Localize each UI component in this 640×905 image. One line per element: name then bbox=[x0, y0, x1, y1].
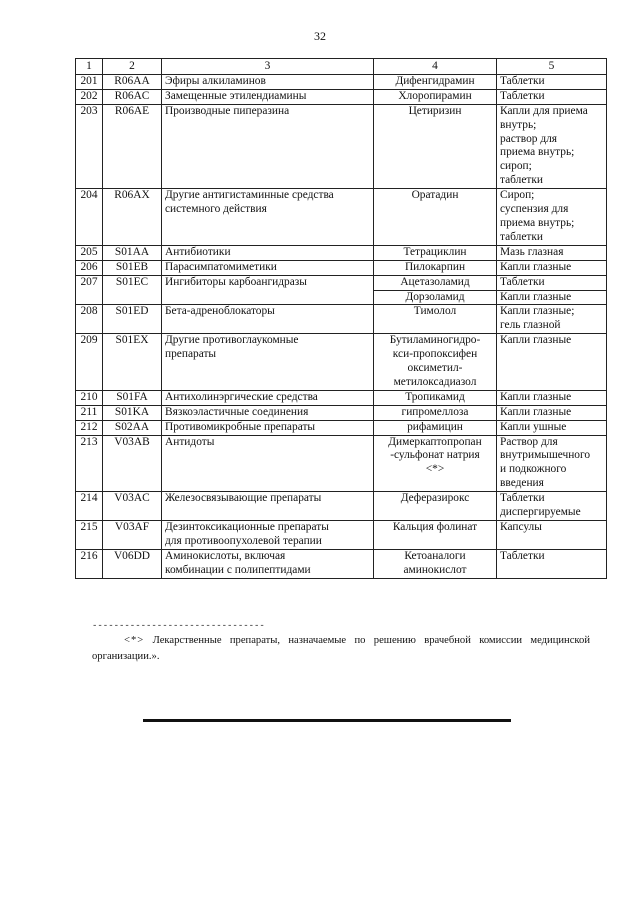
dosage-form-cell bbox=[497, 405, 607, 420]
row-number-cell: 203 bbox=[76, 104, 103, 188]
row-number-cell: 212 bbox=[76, 420, 103, 435]
row-number-cell: 205 bbox=[76, 245, 103, 260]
drug-name-cell-line: рифамицин bbox=[407, 420, 463, 433]
dosage-form-cell-line: и подкожного bbox=[500, 463, 567, 476]
subgroup-cell bbox=[162, 275, 374, 305]
dosage-form-cell-line: Сироп; bbox=[500, 189, 535, 202]
footnote-text: Лекарственные препараты, назначаемые по решению врачебной комиссии медицинской организации.». bbox=[92, 635, 590, 663]
table-row bbox=[76, 104, 607, 188]
end-of-document-rule bbox=[143, 719, 511, 722]
dosage-form-cell-line: Таблетки bbox=[500, 275, 545, 288]
drug-name-cell bbox=[374, 435, 497, 492]
subgroup-cell bbox=[162, 104, 374, 188]
atc-code-cell: S01ED bbox=[103, 305, 162, 334]
subgroup-cell bbox=[162, 390, 374, 405]
row-number-cell: 216 bbox=[76, 549, 103, 578]
drug-name-cell bbox=[374, 290, 497, 305]
atc-code-cell: V03AC bbox=[103, 492, 162, 521]
subgroup-cell bbox=[162, 549, 374, 578]
subgroup-cell-line: препараты bbox=[165, 348, 217, 361]
subgroup-cell-line: Антибиотики bbox=[165, 245, 231, 258]
drug-name-cell-line: метилоксадиазол bbox=[393, 375, 477, 388]
drug-name-cell-line: Дифенгидрамин bbox=[395, 74, 475, 87]
dosage-form-cell-line: Капсулы bbox=[500, 521, 542, 533]
row-number-cell: 207 bbox=[76, 275, 103, 305]
dosage-form-cell-line: Капли глазные bbox=[500, 334, 572, 347]
dosage-form-cell-line: Капли ушные bbox=[500, 420, 567, 433]
row-number-cell: 214 bbox=[76, 492, 103, 521]
dosage-form-cell-line: Таблетки bbox=[500, 549, 545, 562]
atc-code-cell: V03AF bbox=[103, 521, 162, 550]
dosage-form-cell bbox=[497, 189, 607, 246]
drug-name-cell-line: <*> bbox=[425, 463, 445, 476]
subgroup-cell bbox=[162, 245, 374, 260]
atc-code-cell: S01EC bbox=[103, 275, 162, 305]
page-number: 32 bbox=[314, 29, 326, 43]
medication-table bbox=[75, 58, 607, 579]
dosage-form-cell bbox=[497, 420, 607, 435]
table-row bbox=[76, 390, 607, 405]
drug-name-cell-line: Хлоропирамин bbox=[398, 89, 472, 102]
row-number-cell: 204 bbox=[76, 189, 103, 246]
table-row bbox=[76, 549, 607, 578]
row-number-cell: 210 bbox=[76, 390, 103, 405]
dosage-form-cell-line: Таблетки bbox=[500, 74, 545, 87]
table-row bbox=[76, 521, 607, 550]
drug-name-cell-line: Тимолол bbox=[413, 305, 457, 318]
drug-name-cell bbox=[374, 89, 497, 104]
table-row bbox=[76, 89, 607, 104]
dosage-form-cell-line: сироп; bbox=[500, 160, 532, 173]
dosage-form-cell-line: суспензия для bbox=[500, 203, 569, 216]
table-row bbox=[76, 492, 607, 521]
subgroup-cell-line: Противомикробные препараты bbox=[165, 420, 316, 433]
subgroup-cell-line: Антихолинэргические средства bbox=[165, 390, 318, 403]
drug-name-cell-line: Ацетазоламид bbox=[400, 275, 470, 288]
dosage-form-cell-line: диспергируемые bbox=[500, 506, 581, 519]
drug-name-cell-line: Кальция фолинат bbox=[392, 521, 478, 533]
drug-name-cell bbox=[374, 334, 497, 391]
subgroup-cell-line: Вязкоэластичные соединения bbox=[165, 405, 309, 418]
dosage-form-cell-line: Мазь глазная bbox=[500, 245, 564, 258]
dosage-form-cell bbox=[497, 334, 607, 391]
subgroup-cell-line: Другие антигистаминные средства bbox=[165, 189, 334, 202]
atc-code-cell: S01EX bbox=[103, 334, 162, 391]
table-row bbox=[76, 334, 607, 391]
drug-name-cell-line: Бутиламиногидро- bbox=[389, 334, 481, 347]
atc-code-cell: S01FA bbox=[103, 390, 162, 405]
drug-name-cell-line: аминокислот bbox=[403, 563, 467, 576]
dosage-form-cell bbox=[497, 104, 607, 188]
dosage-form-cell bbox=[497, 492, 607, 521]
subgroup-cell bbox=[162, 521, 374, 550]
subgroup-cell bbox=[162, 420, 374, 435]
table-row bbox=[76, 275, 607, 290]
drug-name-cell-line: -сульфонат натрия bbox=[390, 449, 480, 462]
column-header: 2 bbox=[103, 59, 162, 75]
dosage-form-cell-line: внутримышечного bbox=[500, 449, 591, 462]
subgroup-cell bbox=[162, 492, 374, 521]
atc-code-cell: S01EB bbox=[103, 260, 162, 275]
table-body bbox=[76, 74, 607, 578]
subgroup-cell bbox=[162, 435, 374, 492]
dosage-form-cell-line: Раствор для bbox=[500, 435, 558, 448]
atc-code-cell: S02AA bbox=[103, 420, 162, 435]
dosage-form-cell-line: введения bbox=[500, 477, 544, 490]
drug-name-cell-line: Дорзоламид bbox=[405, 290, 465, 303]
dosage-form-cell-line: Таблетки bbox=[500, 492, 545, 505]
row-number-cell: 209 bbox=[76, 334, 103, 391]
dosage-form-cell-line: гель глазной bbox=[500, 319, 561, 332]
drug-name-cell-line: Цетиризин bbox=[408, 104, 462, 117]
drug-name-cell-line: Пилокарпин bbox=[404, 260, 466, 273]
subgroup-cell-line: Другие противоглаукомные bbox=[165, 334, 299, 347]
column-header: 4 bbox=[374, 59, 497, 75]
subgroup-cell bbox=[162, 260, 374, 275]
subgroup-cell bbox=[162, 334, 374, 391]
atc-code-cell: V06DD bbox=[103, 549, 162, 578]
row-number-cell: 213 bbox=[76, 435, 103, 492]
drug-name-cell bbox=[374, 189, 497, 246]
dosage-form-cell-line: раствор для bbox=[500, 132, 558, 145]
drug-name-cell bbox=[374, 420, 497, 435]
dosage-form-cell-line: таблетки bbox=[500, 230, 544, 243]
row-number-cell: 215 bbox=[76, 521, 103, 550]
dosage-form-cell-line: приема внутрь; bbox=[500, 146, 575, 159]
subgroup-cell bbox=[162, 305, 374, 334]
row-number-cell: 202 bbox=[76, 89, 103, 104]
drug-name-cell bbox=[374, 74, 497, 89]
drug-name-cell bbox=[374, 245, 497, 260]
subgroup-cell-line: Аминокислоты, включая bbox=[165, 549, 286, 562]
subgroup-cell-line: Бета-адреноблокаторы bbox=[165, 305, 275, 318]
column-header: 3 bbox=[162, 59, 374, 75]
table-row bbox=[76, 420, 607, 435]
table-row bbox=[76, 305, 607, 334]
atc-code-cell: S01KA bbox=[103, 405, 162, 420]
dosage-form-cell bbox=[497, 89, 607, 104]
column-header: 1 bbox=[76, 59, 103, 75]
row-number-cell: 201 bbox=[76, 74, 103, 89]
atc-code-cell: R06AC bbox=[103, 89, 162, 104]
subgroup-cell-line: Замещенные этилендиамины bbox=[165, 89, 307, 102]
dosage-form-cell-line: Капли глазные bbox=[500, 260, 572, 273]
atc-code-cell: R06AA bbox=[103, 74, 162, 89]
drug-name-cell bbox=[374, 275, 497, 290]
atc-code-cell: V03AB bbox=[103, 435, 162, 492]
subgroup-cell bbox=[162, 74, 374, 89]
drug-name-cell bbox=[374, 492, 497, 521]
subgroup-cell-line: Дезинтоксикационные препараты bbox=[165, 521, 329, 533]
drug-name-cell-line: оксиметил- bbox=[407, 362, 463, 375]
drug-name-cell-line: Деферазирокс bbox=[400, 492, 470, 505]
subgroup-cell-line: Производные пиперазина bbox=[165, 104, 290, 117]
subgroup-cell-line: Эфиры алкиламинов bbox=[165, 74, 266, 87]
table-row bbox=[76, 260, 607, 275]
dosage-form-cell-line: Таблетки bbox=[500, 89, 545, 102]
subgroup-cell-line: комбинации с полипептидами bbox=[165, 563, 311, 576]
row-number-cell: 208 bbox=[76, 305, 103, 334]
dosage-form-cell bbox=[497, 245, 607, 260]
dosage-form-cell-line: внутрь; bbox=[500, 118, 537, 131]
row-number-cell: 206 bbox=[76, 260, 103, 275]
dosage-form-cell-line: Капли глазные; bbox=[500, 305, 575, 318]
drug-name-cell-line: Тетрациклин bbox=[403, 245, 467, 258]
row-number-cell: 211 bbox=[76, 405, 103, 420]
atc-code-cell: R06AE bbox=[103, 104, 162, 188]
footnote-separator: -------------------------------- bbox=[92, 621, 265, 631]
dosage-form-cell-line: Капли глазные bbox=[500, 290, 572, 303]
dosage-form-cell-line: Капли для приема bbox=[500, 104, 588, 117]
drug-name-cell bbox=[374, 549, 497, 578]
subgroup-cell-line: системного действия bbox=[165, 203, 267, 216]
subgroup-cell-line: Парасимпатомиметики bbox=[165, 260, 277, 273]
subgroup-cell bbox=[162, 405, 374, 420]
dosage-form-cell bbox=[497, 549, 607, 578]
column-header: 5 bbox=[497, 59, 607, 75]
drug-name-cell bbox=[374, 305, 497, 334]
atc-code-cell: R06AX bbox=[103, 189, 162, 246]
table-row bbox=[76, 405, 607, 420]
dosage-form-cell bbox=[497, 390, 607, 405]
drug-name-cell bbox=[374, 390, 497, 405]
footnote-marker: <*> bbox=[124, 635, 145, 646]
drug-name-cell-line: кси-пропоксифен bbox=[392, 348, 478, 361]
dosage-form-cell bbox=[497, 305, 607, 334]
footnote bbox=[92, 633, 590, 666]
drug-name-cell-line: Тропикамид bbox=[405, 390, 465, 403]
subgroup-cell-line: для противоопухолевой терапии bbox=[165, 534, 322, 547]
dosage-form-cell-line: таблетки bbox=[500, 174, 544, 187]
table-row bbox=[76, 245, 607, 260]
subgroup-cell-line: Ингибиторы карбоангидразы bbox=[165, 275, 307, 288]
dosage-form-cell bbox=[497, 290, 607, 305]
dosage-form-cell bbox=[497, 260, 607, 275]
dosage-form-cell-line: Капли глазные bbox=[500, 390, 572, 403]
dosage-form-cell bbox=[497, 521, 607, 550]
drug-name-cell-line: Оратадин bbox=[411, 189, 459, 202]
drug-name-cell-line: гипромеллоза bbox=[401, 405, 469, 418]
subgroup-cell-line: Антидоты bbox=[165, 435, 215, 448]
dosage-form-cell bbox=[497, 435, 607, 492]
subgroup-cell bbox=[162, 89, 374, 104]
dosage-form-cell bbox=[497, 74, 607, 89]
drug-name-cell-line: Кетоаналоги bbox=[404, 549, 466, 562]
drug-name-cell bbox=[374, 104, 497, 188]
dosage-form-cell bbox=[497, 275, 607, 290]
table-header-row bbox=[76, 59, 607, 75]
table-row bbox=[76, 74, 607, 89]
subgroup-cell-line: Железосвязывающие препараты bbox=[165, 492, 322, 505]
drug-name-cell bbox=[374, 521, 497, 550]
dosage-form-cell-line: Капли глазные bbox=[500, 405, 572, 418]
dosage-form-cell-line: приема внутрь; bbox=[500, 216, 575, 229]
atc-code-cell: S01AA bbox=[103, 245, 162, 260]
table-row bbox=[76, 189, 607, 246]
drug-name-cell bbox=[374, 260, 497, 275]
table-row bbox=[76, 435, 607, 492]
subgroup-cell bbox=[162, 189, 374, 246]
drug-name-cell bbox=[374, 405, 497, 420]
drug-name-cell-line: Димеркаптопропан bbox=[388, 435, 482, 448]
